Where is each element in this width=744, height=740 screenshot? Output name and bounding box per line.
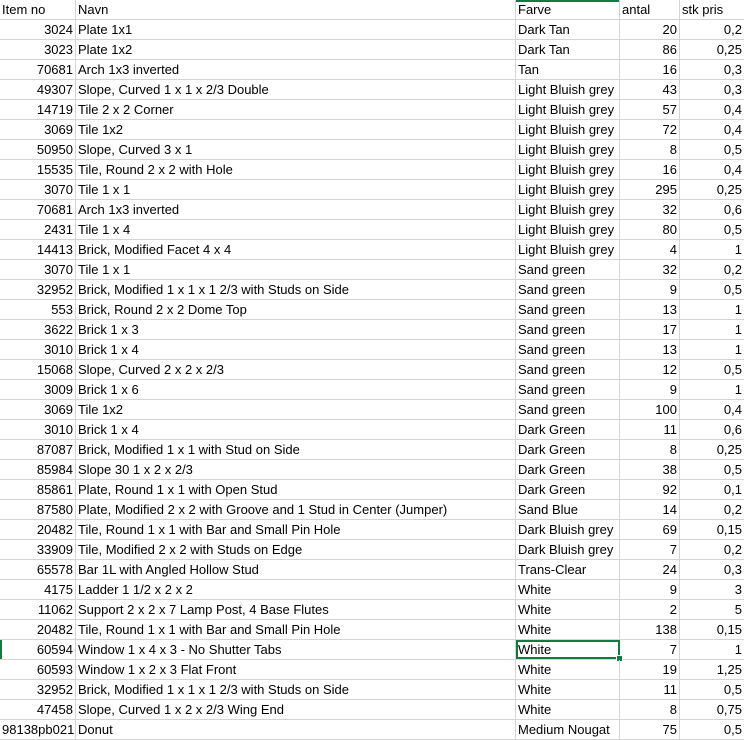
cell-unit-price[interactable]: 3 (734, 582, 742, 597)
cell-item-no[interactable]: 87087 (0, 440, 76, 459)
row-selection-indicator (0, 640, 2, 659)
cell-quantity[interactable]: 7 (620, 540, 680, 559)
cell-color[interactable]: Light Bluish grey (516, 80, 620, 99)
cell-name[interactable]: Tile, Round 1 x 1 with Bar and Small Pin Hole (76, 620, 516, 639)
cell-quantity[interactable]: 11 (620, 420, 680, 439)
cell-color[interactable]: Dark Green (516, 420, 620, 439)
cell-quantity[interactable]: 4 (620, 240, 680, 259)
cell-quantity[interactable]: 92 (620, 480, 680, 499)
cell-quantity[interactable]: 13 (620, 300, 680, 319)
cell-item-no[interactable]: 49307 (0, 80, 76, 99)
cell-unit-price[interactable]: 0,25 (716, 182, 742, 197)
cell-color[interactable]: Light Bluish grey (516, 200, 620, 219)
cell-quantity[interactable]: 17 (620, 320, 680, 339)
cell-item-no[interactable]: 60594 (0, 640, 76, 659)
cell-unit-price[interactable]: 1 (734, 242, 742, 257)
table-row (0, 180, 744, 200)
cell-name[interactable]: Donut (76, 720, 516, 739)
cell-item-no[interactable]: 47458 (0, 700, 76, 719)
cell-name[interactable]: Tile 1 x 1 (76, 260, 516, 279)
cell-quantity[interactable]: 12 (620, 360, 680, 379)
cell-quantity[interactable]: 9 (620, 380, 680, 399)
table-row (0, 520, 744, 540)
cell-name[interactable]: Brick 1 x 3 (76, 320, 516, 339)
cell-quantity[interactable]: 32 (620, 260, 680, 279)
cell-name[interactable]: Brick, Modified 1 x 1 with Stud on Side (76, 440, 516, 459)
cell-item-no[interactable]: 3010 (0, 420, 76, 439)
cell-color[interactable]: Sand green (516, 400, 620, 419)
cell-item-no[interactable]: 85861 (0, 480, 76, 499)
cell-item-no[interactable]: 65578 (0, 560, 76, 579)
cell-quantity[interactable]: 38 (620, 460, 680, 479)
cell-color[interactable]: Tan (516, 60, 620, 79)
cell-name[interactable]: Slope 30 1 x 2 x 2/3 (76, 460, 516, 479)
table-row (0, 660, 744, 680)
cell-name[interactable]: Arch 1x3 inverted (76, 200, 516, 219)
cell-item-no[interactable]: 3070 (0, 180, 76, 199)
table-row (0, 420, 744, 440)
cell-color[interactable]: Sand green (516, 260, 620, 279)
cell-color[interactable]: Light Bluish grey (516, 100, 620, 119)
cell-name[interactable]: Brick, Modified Facet 4 x 4 (76, 240, 516, 259)
table-row (0, 360, 744, 380)
cell-quantity[interactable]: 20 (620, 20, 680, 39)
cell-quantity[interactable]: 13 (620, 340, 680, 359)
table-row (0, 100, 744, 120)
cell-name[interactable]: Plate, Round 1 x 1 with Open Stud (76, 480, 516, 499)
cell-item-no[interactable]: 85984 (0, 460, 76, 479)
cell-unit-price[interactable]: 0,2 (723, 502, 742, 517)
cell-unit-price[interactable]: 1 (734, 642, 742, 657)
cell-unit-price[interactable]: 0,25 (716, 442, 742, 457)
table-row (0, 600, 744, 620)
cell-quantity[interactable]: 8 (620, 140, 680, 159)
table-row (0, 260, 744, 280)
cell-name[interactable]: Window 1 x 2 x 3 Flat Front (76, 660, 516, 679)
cell-color[interactable]: Sand green (516, 280, 620, 299)
cell-quantity[interactable]: 9 (620, 580, 680, 599)
cell-unit-price[interactable]: 0,25 (716, 42, 742, 57)
table-row (0, 40, 744, 60)
cell-item-no[interactable]: 3024 (0, 20, 76, 39)
cell-color[interactable]: Dark Tan (516, 20, 620, 39)
cell-name[interactable]: Plate, Modified 2 x 2 with Groove and 1 Stud in Center (Jumper) (76, 500, 516, 519)
cell-color[interactable]: Dark Green (516, 480, 620, 499)
table-row (0, 480, 744, 500)
cell-name[interactable]: Slope, Curved 1 x 2 x 2/3 Wing End (76, 700, 516, 719)
cell-color[interactable]: Sand green (516, 360, 620, 379)
cell-unit-price[interactable]: 0,5 (723, 682, 742, 697)
cell-unit-price[interactable]: 0,1 (723, 482, 742, 497)
cell-name[interactable]: Arch 1x3 inverted (76, 60, 516, 79)
cell-name[interactable]: Support 2 x 2 x 7 Lamp Post, 4 Base Flutes (76, 600, 516, 619)
cell-color[interactable]: White (516, 640, 620, 659)
cell-unit-price[interactable]: 0,2 (723, 262, 742, 277)
cell-color[interactable]: Light Bluish grey (516, 120, 620, 139)
table-row (0, 680, 744, 700)
cell-item-no[interactable]: 3010 (0, 340, 76, 359)
cell-unit-price[interactable]: 0,2 (723, 542, 742, 557)
table-row (0, 20, 744, 40)
cell-item-no[interactable]: 2431 (0, 220, 76, 239)
cell-unit-price[interactable]: 1 (734, 382, 742, 397)
cell-color[interactable]: Light Bluish grey (516, 220, 620, 239)
cell-color[interactable]: Sand green (516, 320, 620, 339)
cell-quantity[interactable]: 100 (620, 400, 680, 419)
cell-color[interactable]: White (516, 700, 620, 719)
cell-item-no[interactable]: 87580 (0, 500, 76, 519)
cell-quantity[interactable]: 19 (620, 660, 680, 679)
cell-quantity[interactable]: 8 (620, 700, 680, 719)
table-row (0, 460, 744, 480)
cell-item-no[interactable]: 98138pb021 (2, 722, 75, 737)
cell-item-no[interactable]: 33909 (0, 540, 76, 559)
cell-quantity[interactable]: 11 (620, 680, 680, 699)
cell-item-no[interactable]: 15535 (0, 160, 76, 179)
cell-color[interactable]: White (516, 680, 620, 699)
cell-quantity[interactable]: 16 (620, 160, 680, 179)
table-row (0, 620, 744, 640)
cell-color[interactable]: Sand green (516, 380, 620, 399)
cell-quantity[interactable]: 86 (620, 40, 680, 59)
cell-unit-price[interactable]: 0,5 (723, 142, 742, 157)
table-row (0, 560, 744, 580)
table-row (0, 140, 744, 160)
cell-item-no[interactable]: 60593 (0, 660, 76, 679)
table-row (0, 320, 744, 340)
cell-name[interactable]: Brick, Modified 1 x 1 x 1 2/3 with Studs on Side (76, 280, 516, 299)
cell-color[interactable]: Medium Nougat (516, 720, 620, 739)
cell-color[interactable]: White (516, 620, 620, 639)
cell-item-no[interactable]: 3069 (0, 120, 76, 139)
cell-name[interactable]: Plate 1x2 (76, 40, 516, 59)
cell-item-no[interactable]: 14719 (0, 100, 76, 119)
cell-color[interactable]: Dark Bluish grey (516, 540, 620, 559)
cell-quantity[interactable]: 57 (620, 100, 680, 119)
cell-color[interactable]: Sand green (516, 340, 620, 359)
table-row (0, 380, 744, 400)
cell-name[interactable]: Tile 2 x 2 Corner (76, 100, 516, 119)
cell-color[interactable]: White (516, 660, 620, 679)
cell-item-no[interactable]: 32952 (0, 280, 76, 299)
cell-unit-price[interactable]: 0,4 (723, 162, 742, 177)
header-item-no[interactable]: Item no (0, 0, 76, 19)
cell-item-no[interactable]: 50950 (0, 140, 76, 159)
cell-quantity[interactable]: 80 (620, 220, 680, 239)
cell-name[interactable]: Plate 1x1 (76, 20, 516, 39)
cell-name[interactable]: Brick 1 x 6 (76, 380, 516, 399)
cell-quantity[interactable]: 72 (620, 120, 680, 139)
cell-name[interactable]: Slope, Curved 1 x 1 x 2/3 Double (76, 80, 516, 99)
cell-color[interactable]: Trans-Clear (516, 560, 620, 579)
table-row (0, 280, 744, 300)
cell-name[interactable]: Tile, Round 1 x 1 with Bar and Small Pin Hole (76, 520, 516, 539)
cell-name[interactable]: Tile 1x2 (76, 120, 516, 139)
cell-quantity[interactable]: 69 (620, 520, 680, 539)
table-row (0, 60, 744, 80)
cell-color[interactable]: Dark Tan (516, 40, 620, 59)
cell-unit-price[interactable]: 0,6 (723, 422, 742, 437)
cell-name[interactable]: Window 1 x 4 x 3 - No Shutter Tabs (76, 640, 516, 659)
cell-name[interactable]: Bar 1L with Angled Hollow Stud (76, 560, 516, 579)
cell-quantity[interactable]: 16 (620, 60, 680, 79)
cell-item-no[interactable]: 3023 (0, 40, 76, 59)
cell-unit-price[interactable]: 0,3 (723, 62, 742, 77)
cell-unit-price[interactable]: 1 (734, 322, 742, 337)
cell-item-no[interactable]: 20482 (0, 620, 76, 639)
table-row (0, 400, 744, 420)
cell-name[interactable]: Brick 1 x 4 (76, 340, 516, 359)
cell-unit-price[interactable]: 0,5 (723, 462, 742, 477)
header-quantity[interactable]: antal (620, 0, 680, 19)
cell-unit-price[interactable]: 0,75 (716, 702, 742, 717)
cell-color[interactable]: White (516, 600, 620, 619)
cell-quantity[interactable]: 295 (620, 180, 680, 199)
cell-item-no[interactable]: 70681 (0, 60, 76, 79)
cell-item-no[interactable]: 15068 (0, 360, 76, 379)
cell-quantity[interactable]: 138 (620, 620, 680, 639)
cell-name[interactable]: Brick, Round 2 x 2 Dome Top (76, 300, 516, 319)
cell-unit-price[interactable]: 0,5 (723, 282, 742, 297)
cell-name[interactable]: Slope, Curved 2 x 2 x 2/3 (76, 360, 516, 379)
cell-item-no[interactable]: 3009 (0, 380, 76, 399)
cell-color[interactable]: Dark Green (516, 440, 620, 459)
cell-unit-price[interactable]: 0,15 (716, 522, 742, 537)
cell-unit-price[interactable]: 0,4 (723, 102, 742, 117)
cell-item-no[interactable]: 20482 (0, 520, 76, 539)
cell-unit-price[interactable]: 1 (734, 342, 742, 357)
table-row (0, 200, 744, 220)
table-row (0, 500, 744, 520)
cell-color[interactable]: Sand Blue (516, 500, 620, 519)
cell-quantity[interactable]: 43 (620, 80, 680, 99)
cell-unit-price[interactable]: 0,3 (723, 82, 742, 97)
cell-quantity[interactable]: 32 (620, 200, 680, 219)
cell-name[interactable]: Tile 1x2 (76, 400, 516, 419)
cell-unit-price[interactable]: 0,5 (723, 722, 742, 737)
table-row (0, 80, 744, 100)
cell-color[interactable]: Dark Green (516, 460, 620, 479)
cell-color[interactable]: Light Bluish grey (516, 180, 620, 199)
cell-quantity[interactable]: 9 (620, 280, 680, 299)
cell-item-no[interactable]: 553 (0, 300, 76, 319)
cell-item-no[interactable]: 3069 (0, 400, 76, 419)
cell-unit-price[interactable]: 0,15 (716, 622, 742, 637)
table-row (0, 540, 744, 560)
cell-color[interactable]: White (516, 580, 620, 599)
cell-name[interactable]: Ladder 1 1/2 x 2 x 2 (76, 580, 516, 599)
table-row (0, 300, 744, 320)
cell-name[interactable]: Tile 1 x 1 (76, 180, 516, 199)
cell-color[interactable]: Light Bluish grey (516, 140, 620, 159)
cell-item-no[interactable]: 11062 (0, 600, 76, 619)
cell-name[interactable]: Tile, Modified 2 x 2 with Studs on Edge (76, 540, 516, 559)
cell-name[interactable]: Brick 1 x 4 (76, 420, 516, 439)
cell-quantity[interactable]: 7 (620, 640, 680, 659)
cell-quantity[interactable]: 75 (620, 720, 680, 739)
cell-item-no[interactable]: 14413 (0, 240, 76, 259)
cell-item-no[interactable]: 70681 (0, 200, 76, 219)
cell-name[interactable]: Tile 1 x 4 (76, 220, 516, 239)
cell-color[interactable]: Light Bluish grey (516, 240, 620, 259)
table-row (0, 700, 744, 720)
header-name[interactable]: Navn (76, 0, 516, 19)
cell-unit-price[interactable]: 0,2 (723, 22, 742, 37)
table-row (0, 240, 744, 260)
cell-name[interactable]: Slope, Curved 3 x 1 (76, 140, 516, 159)
header-color[interactable]: Farve (516, 0, 620, 19)
table-row (0, 220, 744, 240)
cell-quantity[interactable]: 2 (620, 600, 680, 619)
cell-unit-price[interactable]: 0,5 (723, 222, 742, 237)
cell-item-no[interactable]: 3622 (0, 320, 76, 339)
cell-item-no[interactable]: 3070 (0, 260, 76, 279)
cell-item-no[interactable]: 4175 (0, 580, 76, 599)
cell-unit-price[interactable]: 0,4 (723, 122, 742, 137)
table-row (0, 640, 744, 660)
header-row (0, 0, 744, 20)
cell-item-no[interactable]: 32952 (0, 680, 76, 699)
cell-unit-price[interactable]: 0,3 (723, 562, 742, 577)
table-row (0, 580, 744, 600)
cell-unit-price[interactable]: 1,25 (716, 662, 742, 677)
cell-unit-price[interactable]: 5 (734, 602, 742, 617)
cell-unit-price[interactable]: 0,5 (723, 362, 742, 377)
cell-color[interactable]: Dark Bluish grey (516, 520, 620, 539)
cell-unit-price[interactable]: 1 (734, 302, 742, 317)
table-row (0, 160, 744, 180)
cell-quantity[interactable]: 24 (620, 560, 680, 579)
header-unit-price[interactable]: stk pris (682, 2, 724, 17)
cell-quantity[interactable]: 8 (620, 440, 680, 459)
table-row (0, 720, 744, 740)
table-row (0, 120, 744, 140)
cell-unit-price[interactable]: 0,4 (723, 402, 742, 417)
cell-unit-price[interactable]: 0,6 (723, 202, 742, 217)
cell-color[interactable]: Sand green (516, 300, 620, 319)
cell-name[interactable]: Brick, Modified 1 x 1 x 1 2/3 with Studs on Side (76, 680, 516, 699)
cell-name[interactable]: Tile, Round 2 x 2 with Hole (76, 160, 516, 179)
cell-color[interactable]: Light Bluish grey (516, 160, 620, 179)
cell-quantity[interactable]: 14 (620, 500, 680, 519)
table-row (0, 440, 744, 460)
table-row (0, 340, 744, 360)
